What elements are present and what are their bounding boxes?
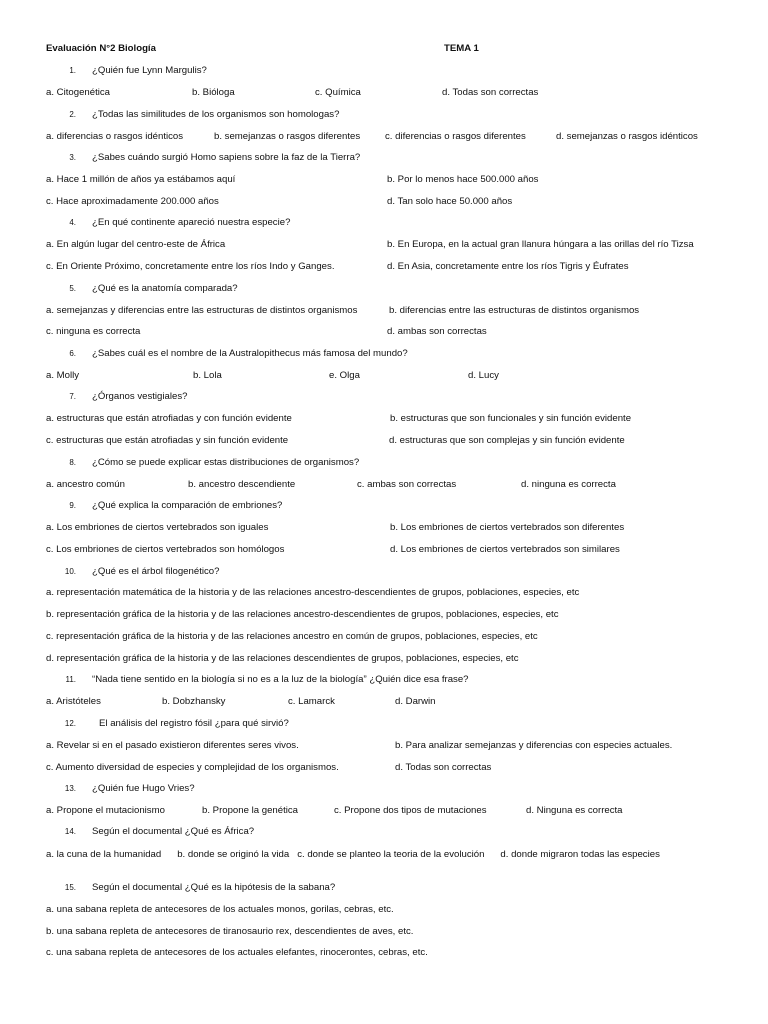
- option-a: a. Hace 1 millón de años ya estábamos aquí: [46, 174, 236, 185]
- option-c: c. En Oriente Próximo, concretamente entre los ríos Indo y Ganges.: [46, 261, 335, 272]
- option-a: a. Citogenética: [46, 87, 110, 98]
- question-text: ¿Todas las similitudes de los organismos son homologas?: [92, 109, 340, 120]
- options-row-10b: [46, 609, 728, 621]
- option-b: b. ancestro descendiente: [188, 479, 296, 490]
- question-text: ¿Cómo se puede explicar estas distribuciones de organismos?: [92, 457, 360, 468]
- option-a: a. semejanzas y diferencias entre las estructuras de distintos organismos: [46, 305, 358, 316]
- options-row-15c: [46, 947, 728, 959]
- options-row-12a: [46, 740, 728, 752]
- question-number: 10.: [64, 567, 76, 576]
- option-a: a. ancestro común: [46, 479, 125, 490]
- option-d: d. representación gráfica de la historia y de las relaciones descendientes de grupos, poblaciones, especies, etc: [46, 653, 519, 664]
- question-number: 9.: [69, 501, 76, 510]
- option-a: a. Molly: [46, 370, 80, 381]
- question-text: ¿Sabes cuándo surgió Homo sapiens sobre la faz de la Tierra?: [92, 152, 361, 163]
- option-c: c. Los embriones de ciertos vertebrados son homólogos: [46, 544, 285, 555]
- options-row-3b: [46, 196, 728, 208]
- question-text: ¿Sabes cuál es el nombre de la Australopithecus más famosa del mundo?: [92, 348, 408, 359]
- option-c: c. representación gráfica de la historia y de las relaciones ancestro en común de grupos, poblaciones, especies, etc: [46, 631, 538, 642]
- options-row-5a: [46, 305, 728, 317]
- option-b: b. diferencias entre las estructuras de distintos organismos: [389, 305, 640, 316]
- options-row-15a: [46, 904, 728, 916]
- option-a: a. Revelar si en el pasado existieron diferentes seres vivos.: [46, 740, 299, 751]
- question-text: ¿Qué explica la comparación de embriones?: [92, 500, 283, 511]
- option-c: c. diferencias o rasgos diferentes: [385, 131, 526, 142]
- option-d: d. estructuras que son complejas y sin función evidente: [389, 435, 625, 446]
- question-text: ¿Quién fue Lynn Margulis?: [92, 65, 207, 76]
- question-number: 1.: [69, 66, 76, 75]
- option-c: c. Propone dos tipos de mutaciones: [334, 805, 487, 816]
- question-number: 15.: [64, 883, 76, 892]
- question-text: ¿Qué es la anatomía comparada?: [92, 283, 238, 294]
- options-row-4a: [46, 239, 728, 251]
- question-text: Según el documental ¿Qué es África?: [92, 826, 255, 837]
- option-b: b. Los embriones de ciertos vertebrados son diferentes: [390, 522, 625, 533]
- option-b: b. semejanzas o rasgos diferentes: [214, 131, 361, 142]
- question-number: 13.: [64, 784, 76, 793]
- options-row-7b: [46, 435, 728, 447]
- options-row-10a: [46, 587, 728, 599]
- options-row-9b: [46, 544, 728, 556]
- options-row-11: [46, 696, 728, 708]
- option-d: d. Los embriones de ciertos vertebrados son similares: [390, 544, 620, 555]
- option-d: d. En Asia, concretamente entre los ríos Tigris y Éufrates: [387, 261, 629, 272]
- options-row-8: [46, 479, 728, 491]
- question-text: Según el documental ¿Qué es la hipótesis de la sabana?: [92, 882, 336, 893]
- option-b: b. Lola: [193, 370, 222, 381]
- option-c: c. Hace aproximadamente 200.000 años: [46, 196, 219, 207]
- option-d: d. ambas son correctas: [387, 326, 487, 337]
- option-c: c. ambas son correctas: [357, 479, 457, 490]
- option-a: a. Aristóteles: [46, 696, 101, 707]
- option-a: a. Los embriones de ciertos vertebrados son iguales: [46, 522, 269, 533]
- options-row-10c: [46, 631, 728, 643]
- options-row-2: [46, 131, 728, 143]
- option-a: a. una sabana repleta de antecesores de los actuales monos, gorilas, cebras, etc.: [46, 904, 394, 915]
- option-b: b. Propone la genética: [202, 805, 299, 816]
- question-text: El análisis del registro fósil ¿para qué sirvió?: [99, 718, 289, 729]
- options-row-7a: [46, 413, 728, 425]
- option-c: c. estructuras que están atrofiadas y sin función evidente: [46, 435, 289, 446]
- options-row-3a: [46, 174, 728, 186]
- option-d: d. Darwin: [395, 696, 436, 707]
- option-a: a. En algún lugar del centro-este de África: [46, 239, 226, 250]
- option-d: d. Lucy: [468, 370, 499, 381]
- option-d: d. Ninguna es correcta: [526, 805, 623, 816]
- options-row-4b: [46, 261, 728, 273]
- options-row-5b: [46, 326, 728, 338]
- question-number: 4.: [69, 218, 76, 227]
- option-c: e. Olga: [329, 370, 360, 381]
- question-number: 14.: [64, 827, 76, 836]
- option-b: b. representación gráfica de la historia y de las relaciones ancestro-descendientes de grupos, poblaciones, especies, etc: [46, 609, 559, 620]
- question-text: ¿Qué es el árbol filogenético?: [92, 566, 220, 577]
- option-b: b. Bióloga: [192, 87, 235, 98]
- question-text: “Nada tiene sentido en la biología si no es a la luz de la biología” ¿Quién dice esa frase?: [92, 674, 469, 685]
- question-text: ¿En qué continente apareció nuestra especie?: [92, 217, 291, 228]
- options-row-12b: [46, 762, 728, 774]
- options-row-6: [46, 370, 728, 382]
- theme-label: TEMA 1: [444, 43, 479, 54]
- question-text: ¿Órganos vestigiales?: [92, 391, 188, 402]
- question-text: ¿Quién fue Hugo Vries?: [92, 783, 195, 794]
- option-a: a. estructuras que están atrofiadas y con función evidente: [46, 413, 292, 424]
- evaluation-title: Evaluación N°2 Biología: [46, 43, 156, 54]
- options-block-14: a. la cuna de la humanidad b. donde se originó la vida c. donde se planteo la teoria de la evolución d. donde migraron todas las especies: [46, 849, 660, 860]
- option-d: d. ninguna es correcta: [521, 479, 616, 490]
- question-number: 2.: [69, 110, 76, 119]
- option-d: d. Todas son correctas: [395, 762, 492, 773]
- option-d: d. semejanzas o rasgos idénticos: [556, 131, 698, 142]
- question-number: 6.: [69, 349, 76, 358]
- options-row-13: [46, 805, 728, 817]
- option-b: b. Por lo menos hace 500.000 años: [387, 174, 539, 185]
- option-b: b. estructuras que son funcionales y sin función evidente: [390, 413, 632, 424]
- option-d: d. Tan solo hace 50.000 años: [387, 196, 513, 207]
- options-row-10d: [46, 653, 728, 665]
- option-c: c. una sabana repleta de antecesores de los actuales elefantes, rinocerontes, cebras, etc.: [46, 947, 428, 958]
- question-number: 3.: [69, 153, 76, 162]
- option-c: c. Química: [315, 87, 361, 98]
- question-number: 12.: [64, 719, 76, 728]
- option-a: a. Propone el mutacionismo: [46, 805, 165, 816]
- option-b: b. Dobzhansky: [162, 696, 226, 707]
- question-number: 8.: [69, 458, 76, 467]
- options-row-15b: [46, 926, 728, 938]
- option-c: c. ninguna es correcta: [46, 326, 141, 337]
- option-b: b. una sabana repleta de antecesores de tiranosaurio rex, descendientes de aves, etc.: [46, 926, 414, 937]
- option-c: c. Lamarck: [288, 696, 335, 707]
- question-number: 11.: [65, 675, 76, 684]
- option-b: b. Para analizar semejanzas y diferencias con especies actuales.: [395, 740, 673, 751]
- options-row-9a: [46, 522, 728, 534]
- option-a: a. diferencias o rasgos idénticos: [46, 131, 184, 142]
- option-b: b. En Europa, en la actual gran llanura húngara a las orillas del río Tizsa: [387, 239, 694, 250]
- options-row-1: [46, 87, 728, 99]
- option-d: d. Todas son correctas: [442, 87, 539, 98]
- question-number: 5.: [69, 284, 76, 293]
- option-a: a. representación matemática de la historia y de las relaciones ancestro-descendientes de grupos, poblaciones, especies, etc: [46, 587, 580, 598]
- option-c: c. Aumento diversidad de especies y complejidad de los organismos.: [46, 762, 339, 773]
- question-number: 7.: [69, 392, 76, 401]
